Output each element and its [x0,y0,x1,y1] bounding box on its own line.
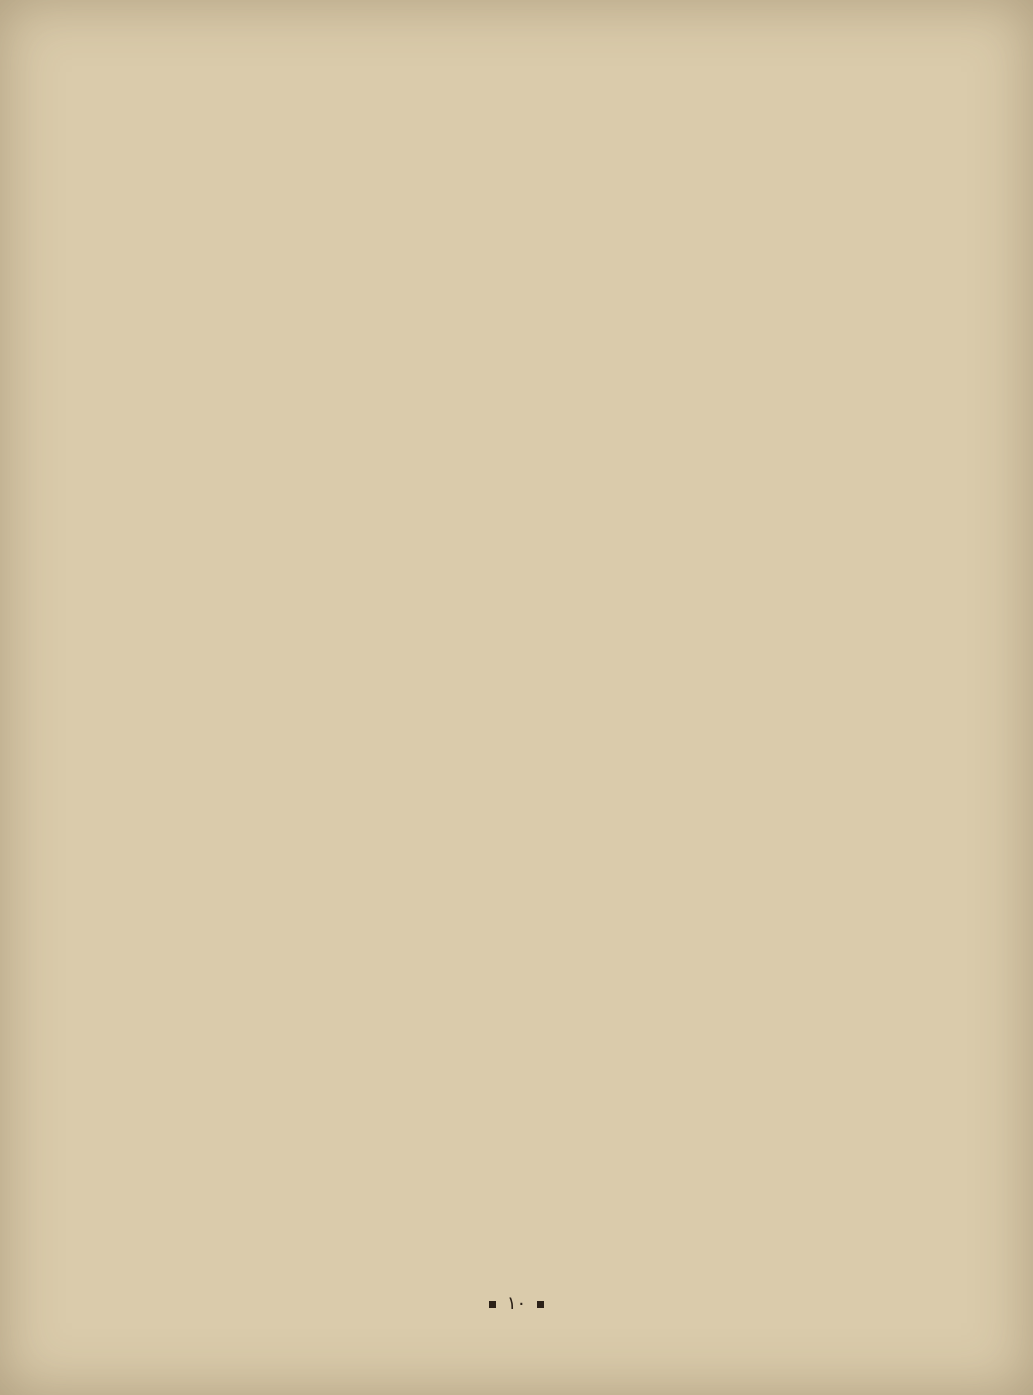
text-column-right [665,80,965,1300]
page-number: ١٠ [506,1293,527,1314]
text-column-middle [375,80,650,1300]
page-footer [0,1292,1033,1316]
page-number-square-icon [537,1301,544,1308]
text-column-left [80,80,365,1300]
page-number-square-icon [489,1301,496,1308]
